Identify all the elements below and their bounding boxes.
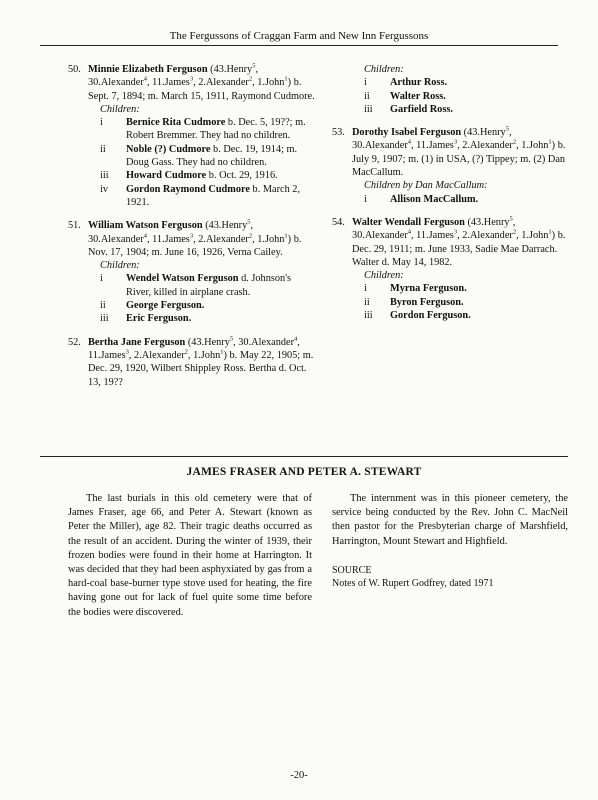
page-number: -20- <box>290 770 308 781</box>
lineage: (43.Henry$^5$, 30.Alexander$^4$, 11.James$^3$, 2.Alexander$^2$, 1.John$^1$) <box>352 215 556 242</box>
child-name: Allison MacCallum. <box>390 193 479 205</box>
entry-number: 54. <box>332 216 345 228</box>
child-roman-numeral: i <box>364 193 367 205</box>
life-details: b. Dec. 29, 1911; m. June 1933, Sadie Mae Darrach. Walter d. May 14, 1982. <box>352 230 566 268</box>
narrative-paragraph-left: The last burials in this old cemetery were that of James Fraser, age 66, and Peter A. Stewart (known as Peter the Miller), age 82. Their tragic deaths occurred as the result of an accident. During the winter of 1939, their frozen bodies were found in their home at Harrington. It was decided that they had been asphyxiated by gas from a hard-coal base-burner type stove used for heating, the fire having gone out for lack of fuel quite some time before the bodies were discovered. <box>68 493 312 618</box>
child-item <box>68 143 316 170</box>
child-detail: b. Dec. 5, 19??; m. Robert Bremmer. They had no children. <box>126 117 306 142</box>
child-name: Byron Ferguson. <box>390 296 464 308</box>
entry-heading <box>332 216 568 269</box>
entry-heading <box>68 63 316 103</box>
life-details: b. May 22, 1905; m. Dec. 29, 1920, Wilbert Shippley Ross. Bertha d. Oct. 13, 19?? <box>88 349 314 388</box>
person-name: Walter Wendall Ferguson <box>352 216 465 228</box>
life-details: b. Nov. 17, 1904; m. June 16, 1926, Verna Cailey. <box>88 233 302 258</box>
entry-number: 53. <box>332 127 345 139</box>
source-note <box>332 564 568 590</box>
entry-number: 52. <box>68 336 81 348</box>
entry-number: 50. <box>68 64 81 75</box>
header-rule <box>40 45 558 46</box>
person-name: William Watson Ferguson <box>88 220 203 232</box>
lineage: (43.Henry$^5$, 30.Alexander$^4$, 11.James$^3$, 2.Alexander$^2$, 1.John$^1$) <box>88 218 292 245</box>
children-label: Children: <box>364 64 404 75</box>
child-roman-numeral: ii <box>364 90 370 102</box>
child-detail: b. March 2, 1921. <box>126 183 301 208</box>
child-roman-numeral: ii <box>100 143 106 155</box>
child-name: Myrna Ferguson. <box>390 283 467 295</box>
running-header: The Fergussons of Craggan Farm and New Inn Fergussons <box>169 30 429 42</box>
child-item <box>68 312 316 325</box>
right-column <box>332 63 568 332</box>
child-name: Arthur Ross. <box>390 77 448 89</box>
child-roman-numeral: ii <box>364 296 370 308</box>
child-item <box>68 272 316 299</box>
child-name: George Ferguson. <box>126 300 205 312</box>
child-name: Garfield Ross. <box>390 103 453 115</box>
left-column <box>68 63 316 399</box>
entry-heading <box>68 336 316 389</box>
child-item <box>332 309 568 322</box>
child-name: Bernice Rita Cudmore <box>126 117 226 129</box>
right-entries <box>332 126 568 322</box>
child-name: Walter Ross. <box>390 90 446 102</box>
lineage: (43.Henry$^5$, 30.Alexander$^4$, 11.James$^3$, 2.Alexander$^2$, 1.John$^1$) <box>88 62 292 89</box>
genealogy-entry <box>68 336 316 389</box>
lineage: (43.Henry$^5$, 30.Alexander$^4$, 11.James$^3$, 2.Alexander$^2$, 1.John$^1$) <box>352 125 556 152</box>
genealogy-entry <box>332 126 568 206</box>
child-item <box>332 193 568 206</box>
child-roman-numeral: i <box>100 117 103 129</box>
genealogy-entry <box>68 219 316 325</box>
child-name: Gordon Raymond Cudmore <box>126 183 250 195</box>
section-title: JAMES FRASER AND PETER A. STEWART <box>186 466 422 478</box>
child-roman-numeral: i <box>364 283 367 295</box>
children-label: Children by Dan MacCallum: <box>364 180 488 192</box>
child-roman-numeral: iii <box>100 313 109 325</box>
life-details: b. Sept. 7, 1894; m. March 15, 1911, Raymond Cudmore. <box>88 77 315 102</box>
section-rule <box>40 456 568 457</box>
genealogy-entry <box>68 63 316 209</box>
child-name: Wendel Watson Ferguson <box>126 273 239 285</box>
child-detail: b. Oct. 29, 1916. <box>208 170 278 182</box>
child-detail: b. Dec. 19, 1914; m. Doug Gass. They had no children. <box>126 143 298 169</box>
child-roman-numeral: iii <box>364 103 373 115</box>
child-roman-numeral: i <box>364 77 367 89</box>
child-item <box>332 76 568 89</box>
lineage: (43.Henry$^5$, 30.Alexander$^4$, 11.James$^3$, 2.Alexander$^2$, 1.John$^1$) <box>88 335 300 361</box>
genealogy-entry <box>332 216 568 322</box>
child-name: Gordon Ferguson. <box>390 310 471 322</box>
person-name: Bertha Jane Ferguson <box>88 336 186 348</box>
child-item <box>68 299 316 312</box>
child-roman-numeral: ii <box>100 300 106 312</box>
source-label: SOURCE <box>332 565 372 576</box>
child-roman-numeral: iv <box>100 183 109 195</box>
children-label: Children: <box>100 103 140 115</box>
child-name: Noble (?) Cudmore <box>126 143 211 155</box>
child-name: Eric Ferguson. <box>126 313 192 325</box>
child-item <box>332 282 568 295</box>
narrative-paragraph-right: The internment was in this pioneer cemetery, the service being conducted by the Rev. John C. MacNeil then pastor for the Presbyterian charge of Marshfield, Harrington, Mount Stewart and Highfield. <box>332 493 568 547</box>
child-item <box>332 90 568 103</box>
child-detail: d. Johnson's River, killed in airplane crash. <box>126 273 292 298</box>
source-text: Notes of W. Rupert Godfrey, dated 1971 <box>332 578 494 589</box>
child-item <box>68 169 316 182</box>
child-roman-numeral: iii <box>364 310 373 322</box>
children-label: Children: <box>364 270 404 282</box>
child-item <box>68 116 316 143</box>
children-label: Children: <box>100 260 140 272</box>
child-name: Howard Cudmore <box>126 170 207 182</box>
continued-children <box>332 63 568 116</box>
person-name: Minnie Elizabeth Ferguson <box>88 64 208 75</box>
life-details: b. July 9, 1907; m. (1) in USA, (?) Tippey; m. (2) Dan MacCallum. <box>352 140 566 179</box>
entry-number: 51. <box>68 220 81 232</box>
child-item <box>332 296 568 309</box>
child-item <box>68 183 316 210</box>
entry-heading <box>332 126 568 179</box>
child-roman-numeral: iii <box>100 170 109 182</box>
child-item <box>332 103 568 116</box>
child-roman-numeral: i <box>100 273 103 285</box>
entry-heading <box>68 219 316 259</box>
person-name: Dorothy Isabel Ferguson <box>352 127 462 139</box>
